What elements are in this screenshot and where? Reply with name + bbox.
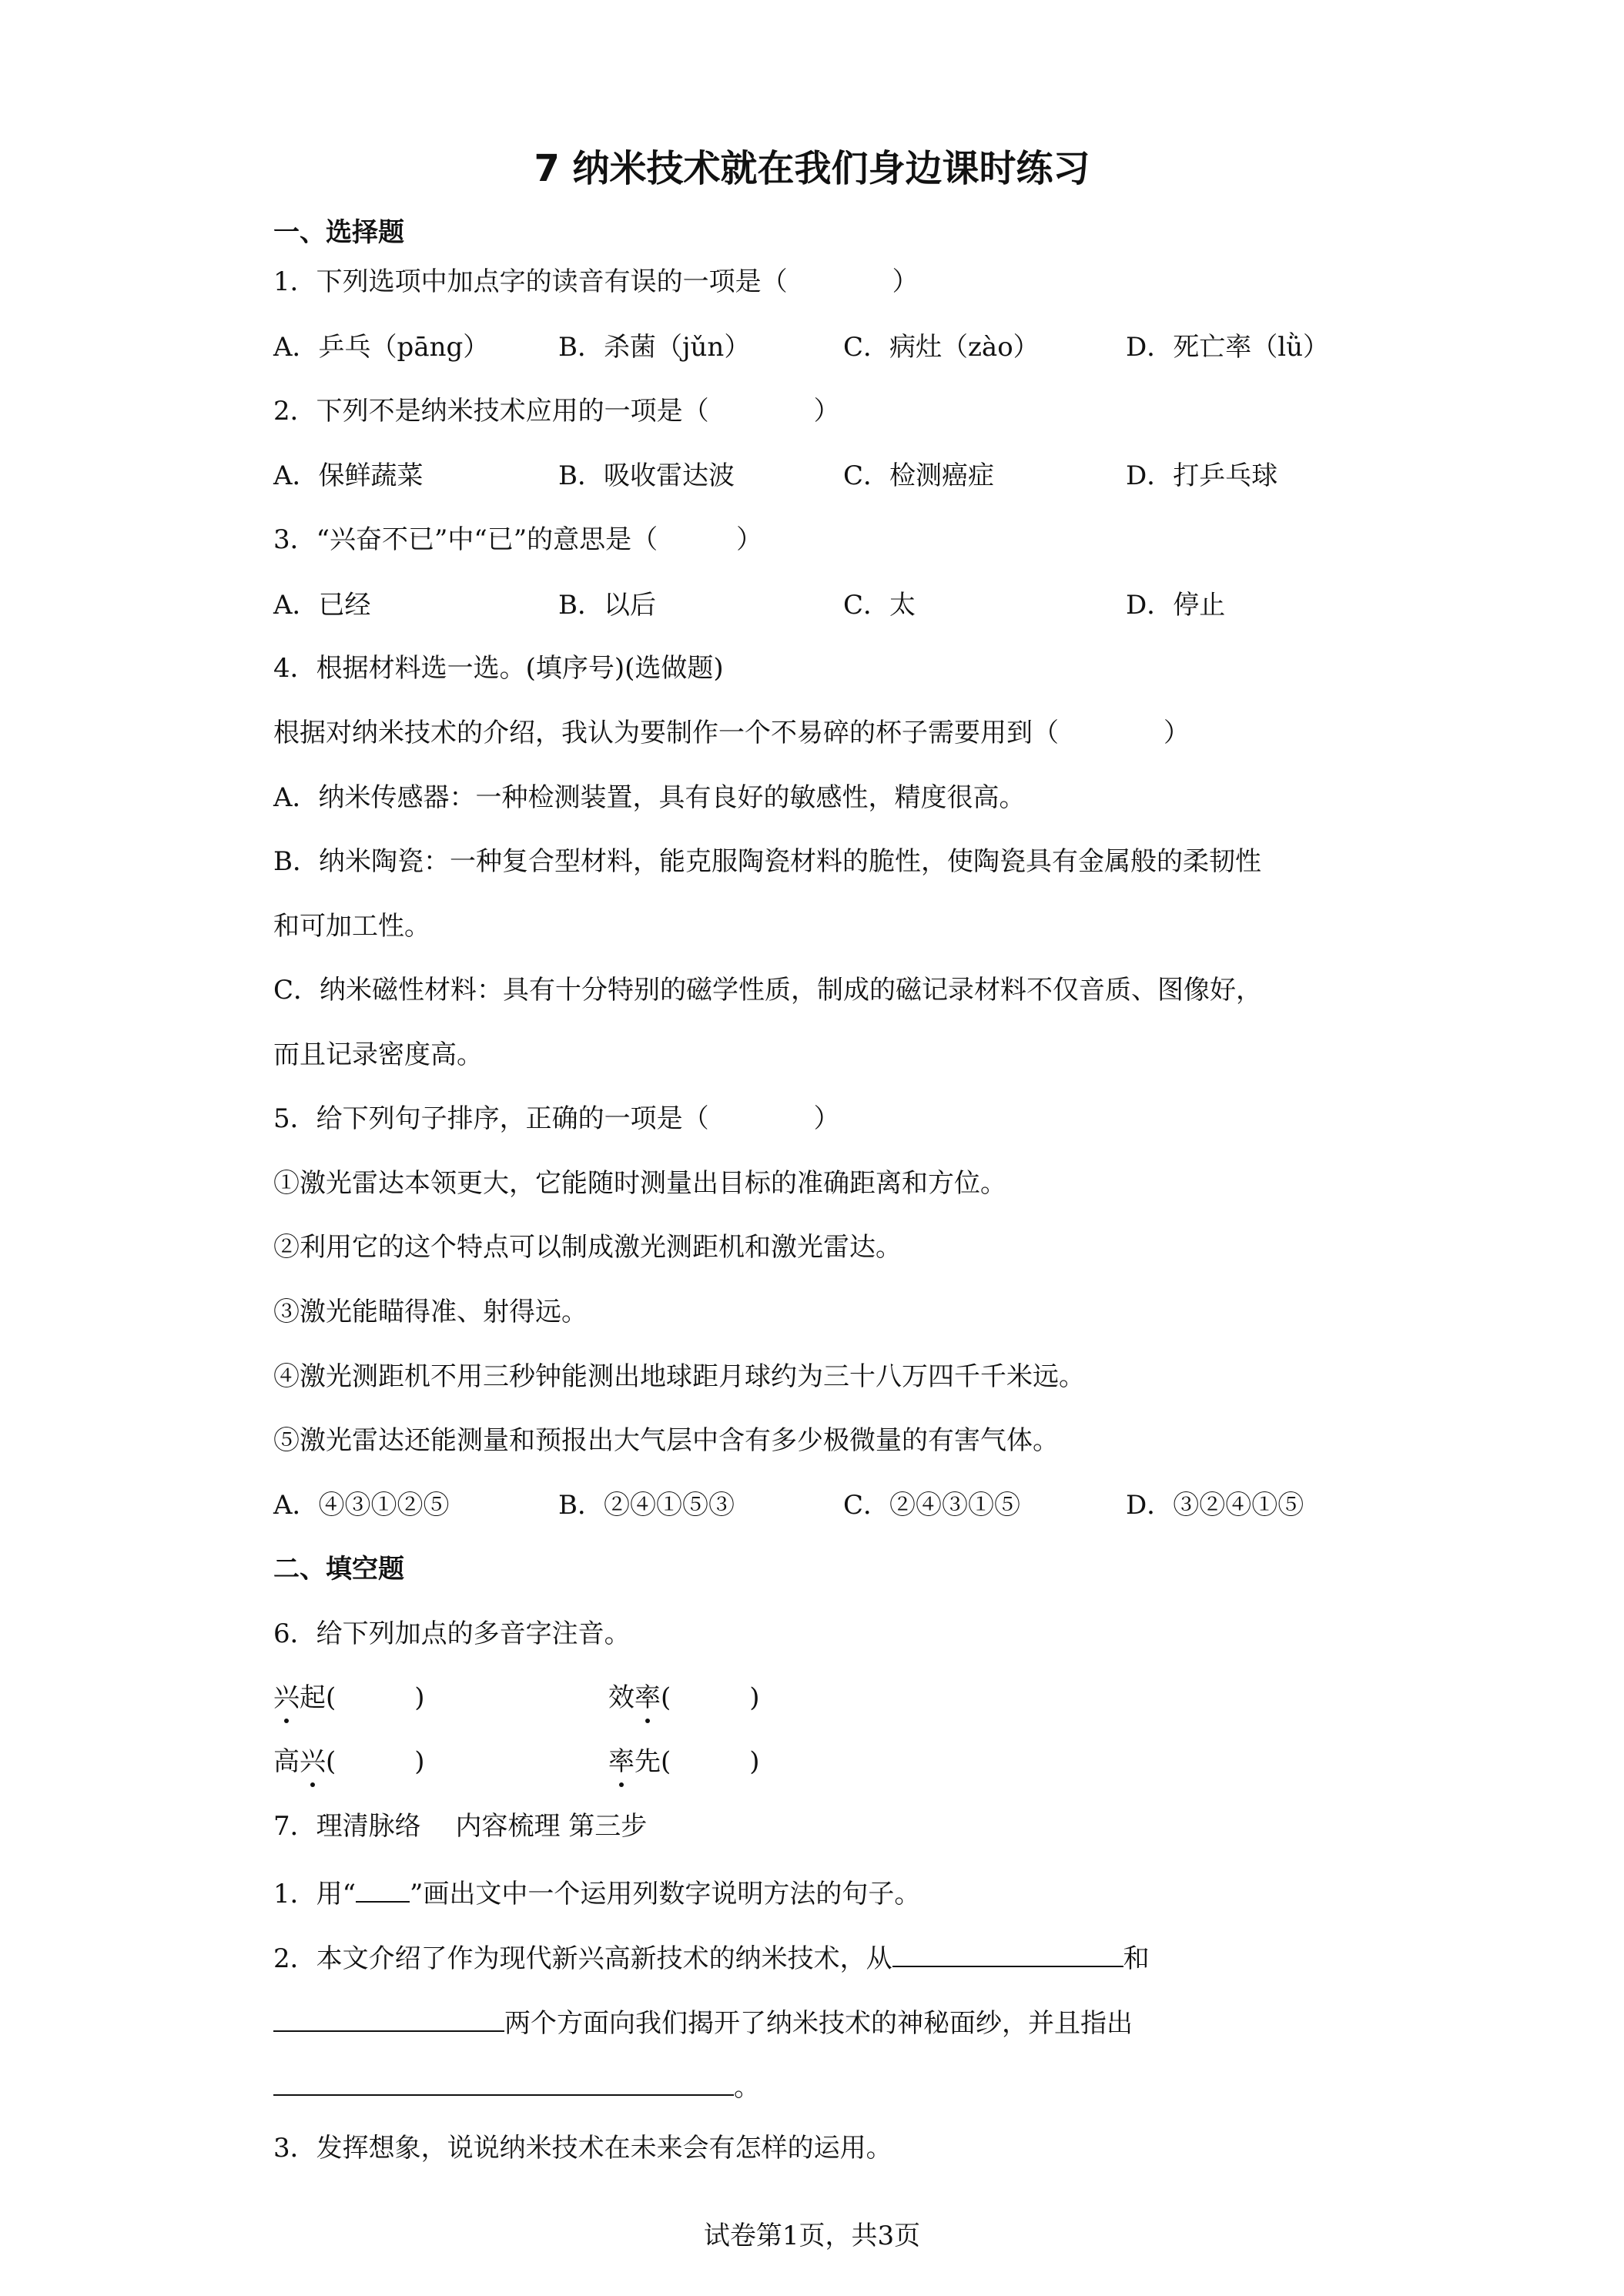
- question-3-option-c: C．太: [843, 590, 916, 621]
- dotted-char: 率: [608, 1746, 635, 1777]
- answer-blank-1[interactable]: [892, 1940, 1123, 1967]
- question-1-option-d: D．死亡率（lǜ）: [1126, 332, 1330, 363]
- part-2-end: 。: [734, 2072, 760, 2103]
- dotted-char: 兴: [300, 1746, 326, 1777]
- question-3-option-d: D．停止: [1126, 590, 1226, 621]
- question-1-option-a: A．乒乓（pāng）: [273, 332, 490, 363]
- question-7-part-2-line2: [273, 2004, 1133, 2040]
- page-title: 7 纳米技术就在我们身边课时练习: [534, 147, 1090, 190]
- question-5-sentence-4: ④激光测距机不用三秒钟能测出地球距月球约为三十八万四千千米远。: [273, 1361, 1085, 1392]
- dotted-char: 率: [635, 1682, 661, 1713]
- word-rest: ( ): [326, 1746, 425, 1777]
- section-heading-choice: 一、选择题: [273, 217, 404, 248]
- question-7-part-2-line3: [273, 2068, 760, 2104]
- question-2-stem: 2．下列不是纳米技术应用的一项是（ ）: [273, 396, 840, 427]
- question-5-sentence-2: ②利用它的这个特点可以制成激光测距机和激光雷达。: [273, 1232, 902, 1263]
- question-2-option-b: B．吸收雷达波: [558, 460, 735, 491]
- part-2-prefix: 2．本文介绍了作为现代新兴高新技术的纳米技术，从: [273, 1943, 892, 1974]
- part-1-prefix: 1．用“: [273, 1879, 357, 1909]
- question-3-stem: 3．“兴奋不已”中“已”的意思是（ ）: [273, 524, 763, 555]
- question-6-word-4: [608, 1746, 760, 1778]
- question-2-option-c: C．检测癌症: [843, 460, 995, 491]
- word-prefix: 高: [273, 1746, 300, 1777]
- question-4-stem: 4．根据材料选一选。(填序号)(选做题): [273, 653, 724, 684]
- question-3-option-a: A．已经: [273, 590, 371, 621]
- word-rest: 起( ): [300, 1682, 425, 1713]
- dotted-char: 兴: [273, 1682, 300, 1713]
- question-6-word-2: [608, 1682, 760, 1714]
- word-rest: 先( ): [635, 1746, 760, 1777]
- question-7-part-3: 3．发挥想象，说说纳米技术在未来会有怎样的运用。: [273, 2133, 892, 2164]
- question-6-stem: 6．给下列加点的多音字注音。: [273, 1618, 631, 1649]
- question-5-sentence-3: ③激光能瞄得准、射得远。: [273, 1297, 588, 1327]
- question-2-option-a: A．保鲜蔬菜: [273, 460, 424, 491]
- underline-sample: [356, 1875, 410, 1903]
- word-prefix: 效: [608, 1682, 635, 1713]
- question-7-part-2-line1: [273, 1940, 1150, 1975]
- question-2-option-d: D．打乒乓球: [1126, 460, 1278, 491]
- part-1-suffix: ”画出文中一个运用列数字说明方法的句子。: [410, 1879, 921, 1909]
- word-rest: ( ): [661, 1682, 760, 1713]
- part-2-middle: 两个方面向我们揭开了纳米技术的神秘面纱，并且指出: [504, 2008, 1133, 2039]
- question-6-word-1: [273, 1682, 425, 1714]
- question-3-option-b: B．以后: [558, 590, 656, 621]
- question-5-option-b: B．②④①⑤③: [558, 1490, 735, 1521]
- answer-blank-3[interactable]: [273, 2068, 734, 2096]
- question-5-sentence-5: ⑤激光雷达还能测量和预报出大气层中含有多少极微量的有害气体。: [273, 1425, 1059, 1456]
- question-6-word-3: [273, 1746, 425, 1778]
- question-1-stem: 1．下列选项中加点字的读音有误的一项是（ ）: [273, 266, 919, 297]
- question-5-option-c: C．②④③①⑤: [843, 1490, 1021, 1521]
- answer-blank-2[interactable]: [273, 2004, 504, 2032]
- question-5-option-a: A．④③①②⑤: [273, 1490, 450, 1521]
- question-4-material-b-line2: 和可加工性。: [273, 911, 430, 942]
- question-5-option-d: D．③②④①⑤: [1126, 1490, 1304, 1521]
- question-4-material-c-line2: 而且记录密度高。: [273, 1039, 483, 1070]
- question-4-material-b-line1: B．纳米陶瓷：一种复合型材料，能克服陶瓷材料的脆性，使陶瓷具有金属般的柔韧性: [273, 846, 1261, 877]
- question-4-material-a: A．纳米传感器：一种检测装置，具有良好的敏感性，精度很高。: [273, 782, 1026, 813]
- question-1-option-b: B．杀菌（jǔn）: [558, 332, 751, 363]
- question-4-prompt: 根据对纳米技术的介绍，我认为要制作一个不易碎的杯子需要用到（ ）: [273, 718, 1190, 748]
- question-5-sentence-1: ①激光雷达本领更大，它能随时测量出目标的准确距离和方位。: [273, 1168, 1006, 1199]
- section-heading-fill: 二、填空题: [273, 1554, 404, 1585]
- page-footer: 试卷第1页，共3页: [703, 2221, 921, 2251]
- part-2-conjunction: 和: [1123, 1943, 1150, 1974]
- question-7-part-1: [273, 1875, 920, 1910]
- question-5-stem: 5．给下列句子排序，正确的一项是（ ）: [273, 1103, 840, 1134]
- question-7-stem: 7．理清脉络 内容梳理 第三步: [273, 1811, 648, 1842]
- question-1-option-c: C．病灶（zào）: [843, 332, 1040, 363]
- question-4-material-c-line1: C．纳米磁性材料：具有十分特别的磁学性质，制成的磁记录材料不仅音质、图像好，: [273, 975, 1263, 1006]
